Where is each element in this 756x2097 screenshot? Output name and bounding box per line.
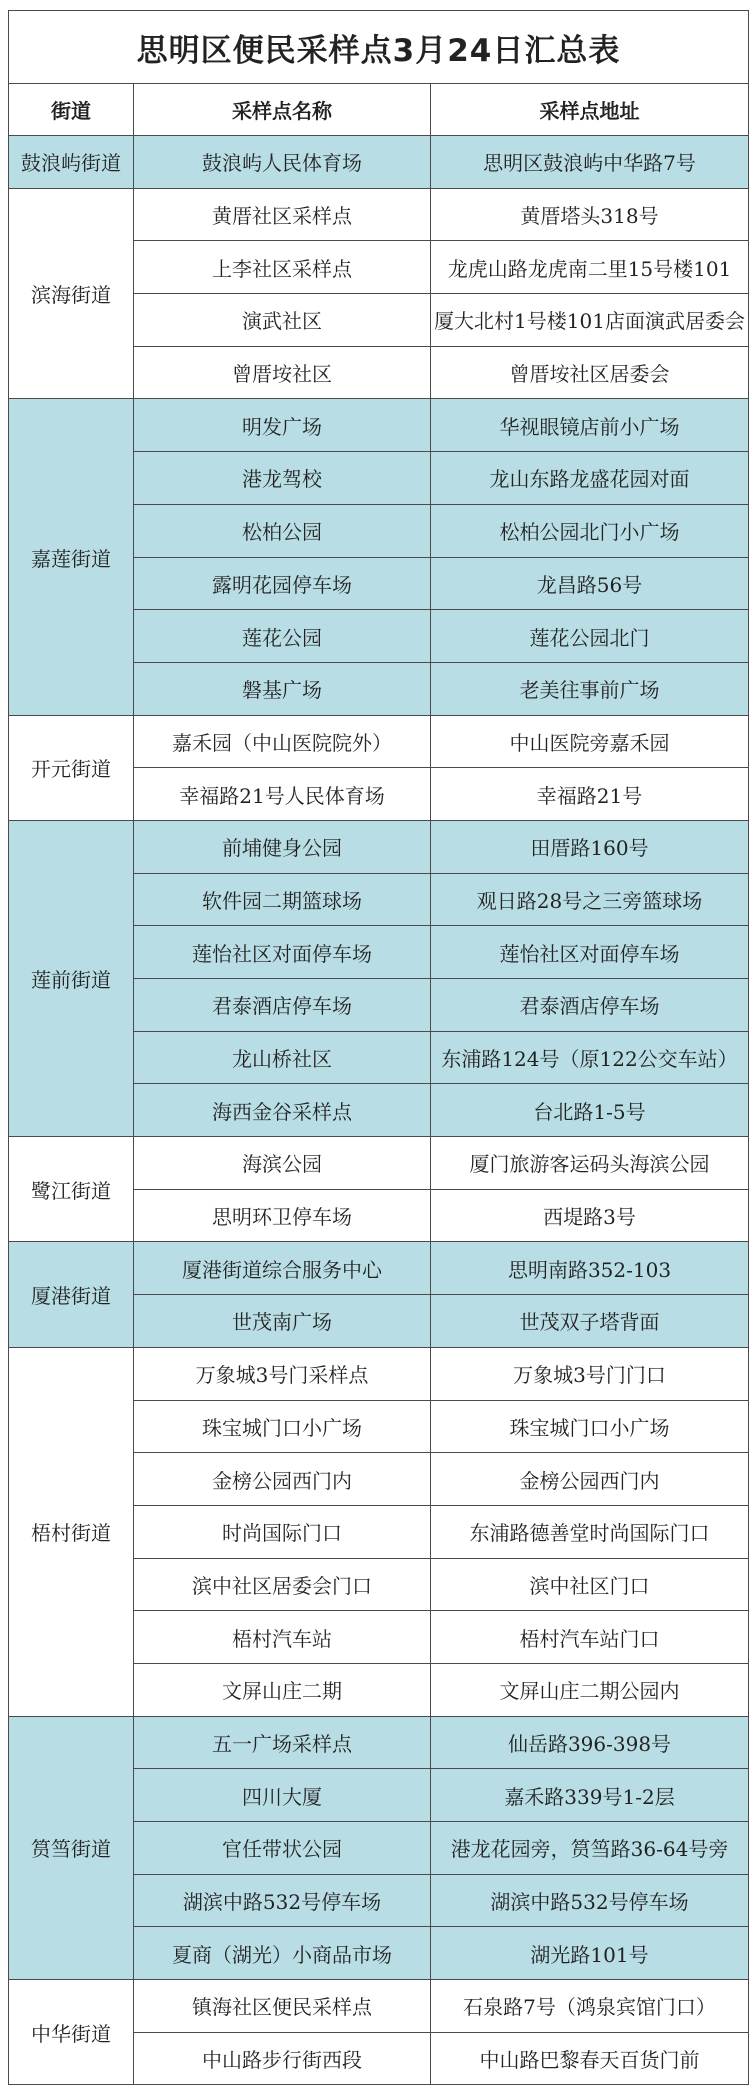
table-row: [9, 188, 749, 241]
table-row: [9, 1716, 749, 1769]
site-address-cell: 湖光路101号: [431, 1927, 749, 1980]
site-address-cell: 君泰酒店停车场: [431, 979, 749, 1032]
site-name-cell: 官任带状公园: [134, 1822, 431, 1875]
site-address-cell: 曾厝垵社区居委会: [431, 346, 749, 399]
site-address-cell: 世茂双子塔背面: [431, 1295, 749, 1348]
site-name-cell: 明发广场: [134, 399, 431, 452]
site-name-cell: 上李社区采样点: [134, 241, 431, 294]
table-title: 思明区便民采样点3月24日汇总表: [9, 11, 749, 84]
site-name-cell: 金榜公园西门内: [134, 1453, 431, 1506]
site-address-cell: 莲花公园北门: [431, 610, 749, 663]
table-body: [9, 136, 749, 2085]
site-name-cell: 镇海社区便民采样点: [134, 1980, 431, 2033]
street-cell: 梧村街道: [9, 1347, 134, 1716]
site-address-cell: 东浦路124号（原122公交车站）: [431, 1031, 749, 1084]
site-name-cell: 软件园二期篮球场: [134, 873, 431, 926]
site-address-cell: 幸福路21号: [431, 768, 749, 821]
site-name-cell: 夏商（湖光）小商品市场: [134, 1927, 431, 1980]
street-cell: 鼓浪屿街道: [9, 136, 134, 189]
site-address-cell: 万象城3号门门口: [431, 1347, 749, 1400]
site-address-cell: 文屏山庄二期公园内: [431, 1663, 749, 1716]
site-name-cell: 曾厝垵社区: [134, 346, 431, 399]
site-name-cell: 文屏山庄二期: [134, 1663, 431, 1716]
site-name-cell: 世茂南广场: [134, 1295, 431, 1348]
site-address-cell: 松柏公园北门小广场: [431, 504, 749, 557]
site-name-cell: 思明环卫停车场: [134, 1189, 431, 1242]
summary-sheet: [8, 10, 748, 2085]
site-address-cell: 珠宝城门口小广场: [431, 1400, 749, 1453]
site-name-cell: 港龙驾校: [134, 452, 431, 505]
site-name-cell: 黄厝社区采样点: [134, 188, 431, 241]
site-address-cell: 观日路28号之三旁篮球场: [431, 873, 749, 926]
site-name-cell: 露明花园停车场: [134, 557, 431, 610]
site-name-cell: 演武社区: [134, 294, 431, 347]
street-cell: 莲前街道: [9, 820, 134, 1136]
site-name-cell: 幸福路21号人民体育场: [134, 768, 431, 821]
site-address-cell: 厦大北村1号楼101店面演武居委会: [431, 294, 749, 347]
table-row: [9, 1980, 749, 2033]
site-name-cell: 五一广场采样点: [134, 1716, 431, 1769]
sampling-sites-table: [8, 10, 749, 2085]
site-name-cell: 珠宝城门口小广场: [134, 1400, 431, 1453]
street-cell: 厦港街道: [9, 1242, 134, 1347]
site-address-cell: 湖滨中路532号停车场: [431, 1874, 749, 1927]
site-name-cell: 滨中社区居委会门口: [134, 1558, 431, 1611]
site-name-cell: 莲怡社区对面停车场: [134, 926, 431, 979]
table-row: [9, 136, 749, 189]
site-address-cell: 田厝路160号: [431, 820, 749, 873]
site-name-cell: 万象城3号门采样点: [134, 1347, 431, 1400]
site-address-cell: 港龙花园旁，筼筜路36-64号旁: [431, 1822, 749, 1875]
site-address-cell: 金榜公园西门内: [431, 1453, 749, 1506]
site-name-cell: 湖滨中路532号停车场: [134, 1874, 431, 1927]
site-address-cell: 中山路巴黎春天百货门前: [431, 2032, 749, 2085]
site-name-cell: 龙山桥社区: [134, 1031, 431, 1084]
site-address-cell: 厦门旅游客运码头海滨公园: [431, 1137, 749, 1190]
header-site-name: 采样点名称: [134, 84, 431, 136]
table-row: [9, 1137, 749, 1190]
street-cell: 中华街道: [9, 1980, 134, 2085]
site-address-cell: 黄厝塔头318号: [431, 188, 749, 241]
site-name-cell: 嘉禾园（中山医院院外）: [134, 715, 431, 768]
site-name-cell: 厦港街道综合服务中心: [134, 1242, 431, 1295]
table-row: [9, 399, 749, 452]
site-address-cell: 仙岳路396-398号: [431, 1716, 749, 1769]
site-address-cell: 中山医院旁嘉禾园: [431, 715, 749, 768]
site-name-cell: 梧村汽车站: [134, 1611, 431, 1664]
site-name-cell: 莲花公园: [134, 610, 431, 663]
site-address-cell: 石泉路7号（鸿泉宾馆门口）: [431, 1980, 749, 2033]
table-row: [9, 1347, 749, 1400]
site-name-cell: 君泰酒店停车场: [134, 979, 431, 1032]
site-address-cell: 龙昌路56号: [431, 557, 749, 610]
site-name-cell: 中山路步行街西段: [134, 2032, 431, 2085]
site-address-cell: 梧村汽车站门口: [431, 1611, 749, 1664]
site-address-cell: 台北路1-5号: [431, 1084, 749, 1137]
site-address-cell: 龙山东路龙盛花园对面: [431, 452, 749, 505]
site-name-cell: 四川大厦: [134, 1769, 431, 1822]
header-site-address: 采样点地址: [431, 84, 749, 136]
table-row: [9, 715, 749, 768]
site-address-cell: 龙虎山路龙虎南二里15号楼101: [431, 241, 749, 294]
site-name-cell: 时尚国际门口: [134, 1505, 431, 1558]
site-name-cell: 磐基广场: [134, 662, 431, 715]
street-cell: 鹭江街道: [9, 1137, 134, 1242]
site-address-cell: 思明南路352-103: [431, 1242, 749, 1295]
site-address-cell: 莲怡社区对面停车场: [431, 926, 749, 979]
site-name-cell: 松柏公园: [134, 504, 431, 557]
site-address-cell: 嘉禾路339号1-2层: [431, 1769, 749, 1822]
site-address-cell: 滨中社区门口: [431, 1558, 749, 1611]
street-cell: 筼筜街道: [9, 1716, 134, 1979]
site-address-cell: 思明区鼓浪屿中华路7号: [431, 136, 749, 189]
street-cell: 嘉莲街道: [9, 399, 134, 715]
site-address-cell: 西堤路3号: [431, 1189, 749, 1242]
site-name-cell: 海西金谷采样点: [134, 1084, 431, 1137]
street-cell: 滨海街道: [9, 188, 134, 399]
table-row: [9, 820, 749, 873]
site-name-cell: 海滨公园: [134, 1137, 431, 1190]
site-address-cell: 华视眼镜店前小广场: [431, 399, 749, 452]
table-row: [9, 1242, 749, 1295]
site-address-cell: 老美往事前广场: [431, 662, 749, 715]
site-name-cell: 前埔健身公园: [134, 820, 431, 873]
site-name-cell: 鼓浪屿人民体育场: [134, 136, 431, 189]
site-address-cell: 东浦路德善堂时尚国际门口: [431, 1505, 749, 1558]
street-cell: 开元街道: [9, 715, 134, 820]
header-street: 街道: [9, 84, 134, 136]
